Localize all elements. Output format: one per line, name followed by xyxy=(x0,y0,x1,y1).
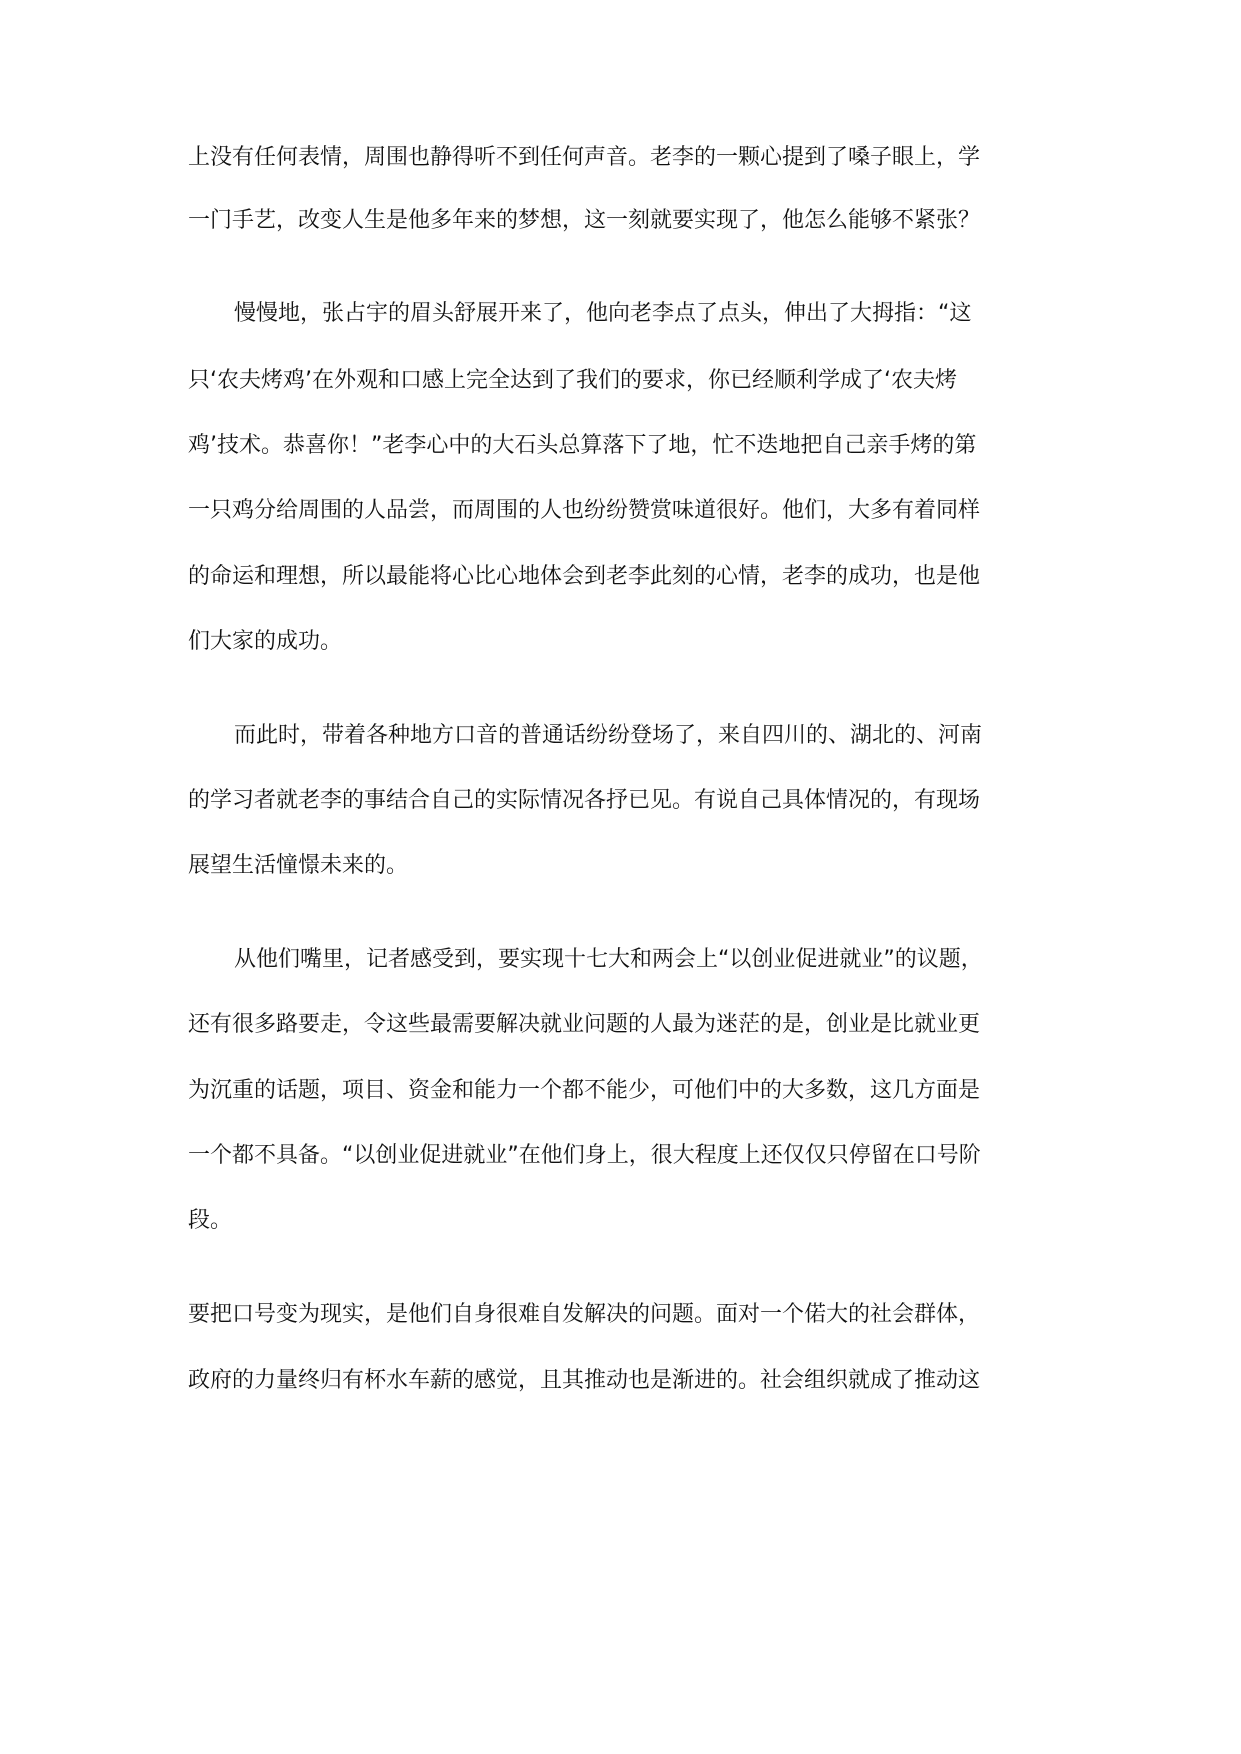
paragraph-5-line-1: 要把口号变为现实，是他们自身很难自发解决的问题。面对一个偌大的社会群体， xyxy=(188,1302,981,1327)
paragraph-4-line-3: 为沉重的话题，项目、资金和能力一个都不能少，可他们中的大多数，这几方面是 xyxy=(188,1078,981,1103)
paragraph-1-line-1: 上没有任何表情，周围也静得听不到任何声音。老李的一颗心提到了嗓子眼上，学 xyxy=(188,145,981,170)
paragraph-1-line-2: 一门手艺，改变人生是他多年来的梦想，这一刻就要实现了，他怎么能够不紧张？ xyxy=(188,208,981,233)
paragraph-3-line-2: 的学习者就老李的事结合自己的实际情况各抒已见。有说自己具体情况的，有现场 xyxy=(188,788,981,813)
paragraph-2-line-5: 的命运和理想，所以最能将心比心地体会到老李此刻的心情，老李的成功，也是他 xyxy=(188,564,981,589)
paragraph-2-line-4: 一只鸡分给周围的人品尝，而周围的人也纷纷赞赏味道很好。他们，大多有着同样 xyxy=(188,498,981,523)
paragraph-5-line-2: 政府的力量终归有杯水车薪的感觉，且其推动也是渐进的。社会组织就成了推动这 xyxy=(188,1368,981,1393)
paragraph-2-line-1: 慢慢地，张占宇的眉头舒展开来了，他向老李点了点头，伸出了大拇指：“这 xyxy=(234,301,972,326)
paragraph-2-line-2: 只‘农夫烤鸡’在外观和口感上完全达到了我们的要求，你已经顺利学成了‘农夫烤 xyxy=(188,368,957,393)
paragraph-2-line-6: 们大家的成功。 xyxy=(188,629,343,654)
paragraph-3-line-1: 而此时，带着各种地方口音的普通话纷纷登场了，来自四川的、湖北的、河南 xyxy=(234,723,983,748)
paragraph-4-line-5: 段。 xyxy=(188,1208,233,1233)
paragraph-4-line-4: 一个都不具备。“以创业促进就业”在他们身上，很大程度上还仅仅只停留在口号阶 xyxy=(188,1143,981,1168)
paragraph-4-line-1: 从他们嘴里，记者感受到，要实现十七大和两会上“以创业促进就业”的议题， xyxy=(234,947,983,972)
paragraph-4-line-2: 还有很多路要走，令这些最需要解决就业问题的人最为迷茫的是，创业是比就业更 xyxy=(188,1012,981,1037)
paragraph-2-line-3: 鸡’技术。恭喜你！”老李心中的大石头总算落下了地，忙不迭地把自己亲手烤的第 xyxy=(188,433,977,458)
paragraph-3-line-3: 展望生活憧憬未来的。 xyxy=(188,853,409,878)
